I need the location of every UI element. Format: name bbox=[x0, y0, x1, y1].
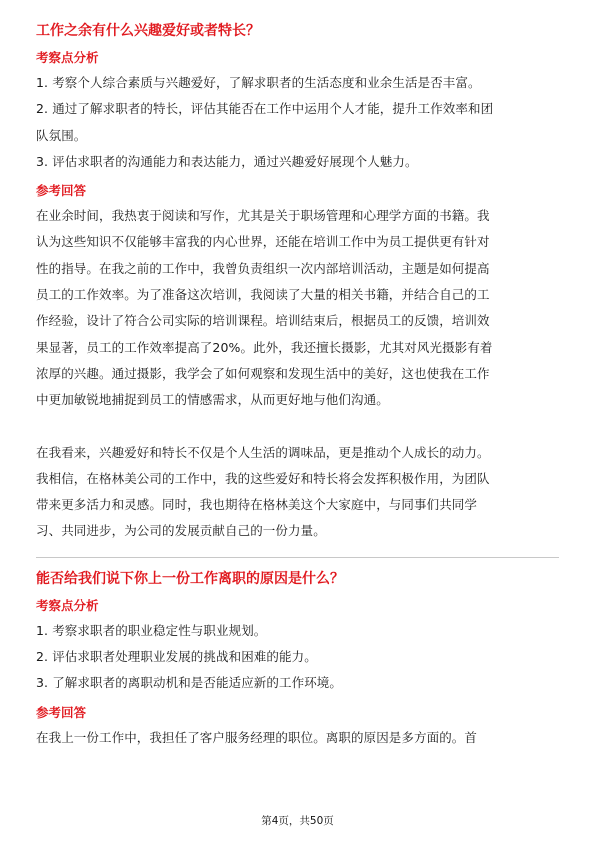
answer-line: 浓厚的兴趣。通过摄影，我学会了如何观察和发现生活中的美好，这也使我在工作 bbox=[36, 365, 490, 381]
answer-line: 我相信，在格林美公司的工作中，我的这些爱好和特长将会发挥积极作用，为团队 bbox=[36, 470, 490, 486]
answer-paragraph bbox=[36, 440, 559, 545]
analysis-heading: 考察点分析 bbox=[36, 50, 99, 65]
answer-line: 认为这些知识不仅能够丰富我的内心世界，还能在培训工作中为员工提供更有针对 bbox=[36, 234, 490, 250]
answer-line: 习、共同进步，为公司的发展贡献自己的一份力量。 bbox=[36, 523, 326, 539]
answer-heading: 参考回答 bbox=[36, 183, 87, 199]
analysis-line: 3. 评估求职者的沟通能力和表达能力，通过兴趣爱好展现个人魅力。 bbox=[36, 153, 418, 169]
section-divider bbox=[36, 557, 559, 558]
analysis-line: 2. 评估求职者处理职业发展的挑战和困难的能力。 bbox=[36, 649, 317, 665]
question-title: 工作之余有什么兴趣爱好或者特长？ bbox=[36, 23, 260, 39]
answer-line: 中更加敏锐地捕捉到员工的情感需求，从而更好地与他们沟通。 bbox=[36, 392, 389, 408]
answer-line: 在我上一份工作中，我担任了客户服务经理的职位。离职的原因是多方面的。首 bbox=[36, 729, 478, 745]
analysis-line: 1. 考察个人综合素质与兴趣爱好，了解求职者的生活态度和业余生活是否丰富。 bbox=[36, 75, 481, 90]
answer-paragraph bbox=[36, 203, 559, 413]
answer-line: 在我看来，兴趣爱好和特长不仅是个人生活的调味品，更是推动个人成长的动力。 bbox=[36, 444, 490, 460]
document-page bbox=[36, 20, 559, 751]
question-title: 能否给我们说下你上一份工作离职的原因是什么？ bbox=[36, 570, 344, 587]
analysis-line: 1. 考察求职者的职业稳定性与职业规划。 bbox=[36, 622, 267, 638]
answer-line: 在业余时间，我热衷于阅读和写作，尤其是关于职场管理和心理学方面的书籍。我 bbox=[36, 208, 490, 224]
analysis-line: 2. 通过了解求职者的特长，评估其能否在工作中运用个人才能，提升工作效率和团 bbox=[36, 101, 494, 117]
answer-line: 作经验，设计了符合公司实际的培训课程。培训结束后，根据员工的反馈，培训效 bbox=[36, 313, 490, 329]
page-number: 第4页，共50页 bbox=[261, 815, 334, 827]
analysis-line: 3. 了解求职者的离职动机和是否能适应新的工作环境。 bbox=[36, 675, 343, 691]
analysis-list bbox=[36, 618, 559, 697]
answer-line: 性的指导。在我之前的工作中，我曾负责组织一次内部培训活动，主题是如何提高 bbox=[36, 260, 490, 276]
analysis-list bbox=[36, 70, 559, 175]
analysis-heading: 考察点分析 bbox=[36, 597, 99, 613]
question-block-1 bbox=[36, 20, 559, 545]
answer-heading: 参考回答 bbox=[36, 704, 87, 720]
analysis-line: 队氛围。 bbox=[36, 127, 87, 143]
answer-line: 果显著，员工的工作效率提高了20%。此外，我还擅长摄影，尤其对风光摄影有着 bbox=[36, 339, 493, 355]
answer-line: 带来更多活力和灵感。同时，我也期待在格林美这个大家庭中，与同事们共同学 bbox=[36, 497, 478, 513]
answer-paragraph bbox=[36, 725, 559, 751]
question-block-2 bbox=[36, 568, 559, 751]
answer-line: 员工的工作效率。为了准备这次培训，我阅读了大量的相关书籍，并结合自己的工 bbox=[36, 287, 490, 303]
